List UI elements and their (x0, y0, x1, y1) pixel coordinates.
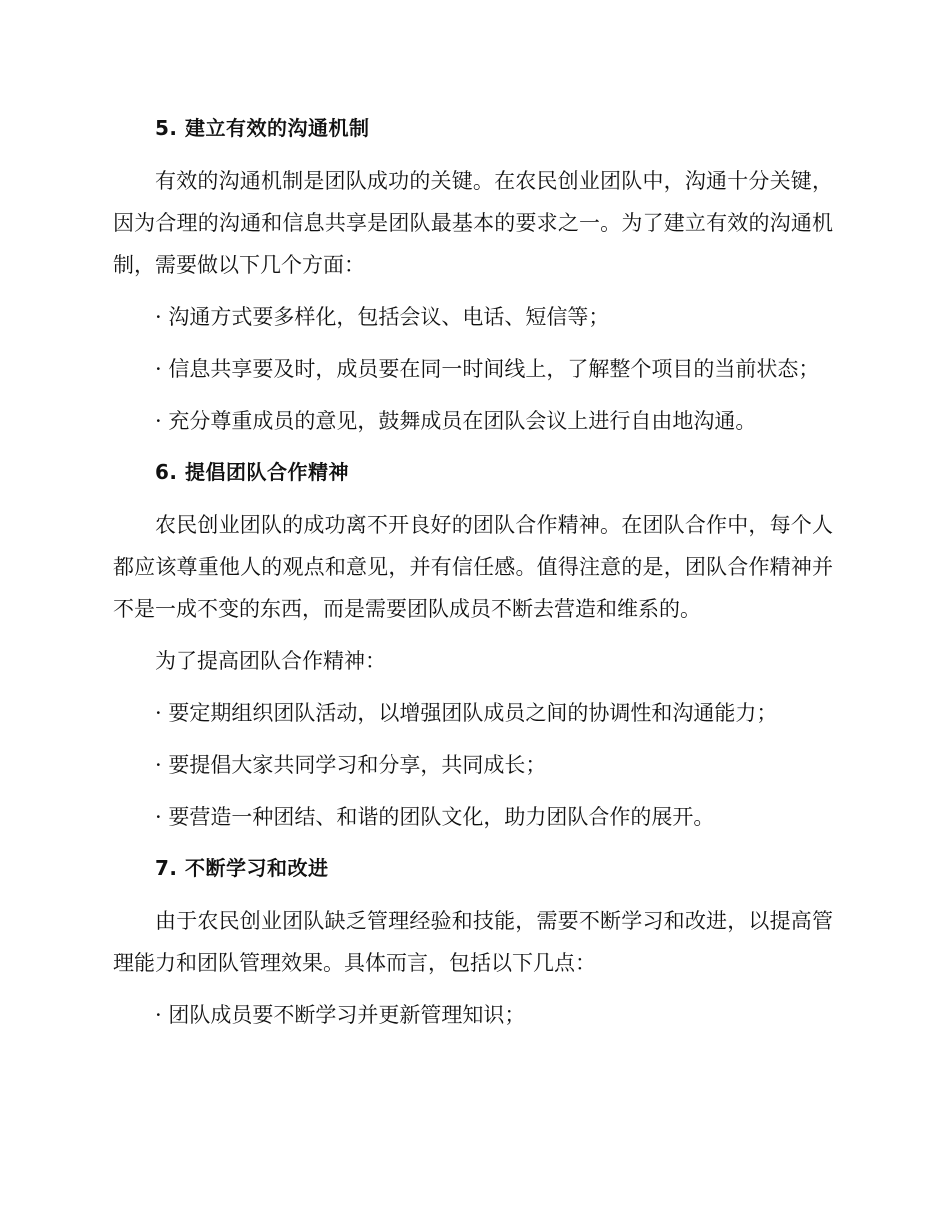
section-5-bullet-1: · 沟通方式要多样化，包括会议、电话、短信等； (155, 305, 610, 329)
section-6-intro: 农民创业团队的成功离不开良好的团队合作精神。在团队合作中，每个人都应该尊重他人的观点和意见，并有信任感。值得注意的是，团队合作精神并不是一成不变的东西，而是需要团队成员不断去营造和维系的。 (113, 513, 833, 621)
section-7-bullet-1: · 团队成员要不断学习并更新管理知识； (155, 1003, 526, 1027)
section-heading-7: 7. 不断学习和改进 (155, 856, 329, 880)
section-7-intro: 由于农民创业团队缺乏管理经验和技能，需要不断学习和改进，以提高管理能力和团队管理效果。具体而言，包括以下几点： (113, 909, 833, 975)
section-6-lead: 为了提高团队合作精神： (155, 649, 386, 673)
section-heading-6: 6. 提倡团队合作精神 (155, 460, 349, 484)
document-body (113, 108, 833, 1046)
section-6-bullet-3: · 要营造一种团结、和谐的团队文化，助力团队合作的展开。 (155, 805, 715, 829)
section-5-intro: 有效的沟通机制是团队成功的关键。在农民创业团队中，沟通十分关键，因为合理的沟通和信息共享是团队最基本的要求之一。为了建立有效的沟通机制，需要做以下几个方面： (113, 169, 833, 277)
section-5-bullet-3: · 充分尊重成员的意见，鼓舞成员在团队会议上进行自由地沟通。 (155, 409, 757, 433)
section-6-bullet-1: · 要定期组织团队活动，以增强团队成员之间的协调性和沟通能力； (155, 701, 778, 725)
section-heading-5: 5. 建立有效的沟通机制 (155, 116, 370, 140)
section-5-bullet-2: · 信息共享要及时，成员要在同一时间线上，了解整个项目的当前状态； (155, 357, 820, 381)
section-6-bullet-2: · 要提倡大家共同学习和分享，共同成长； (155, 753, 547, 777)
